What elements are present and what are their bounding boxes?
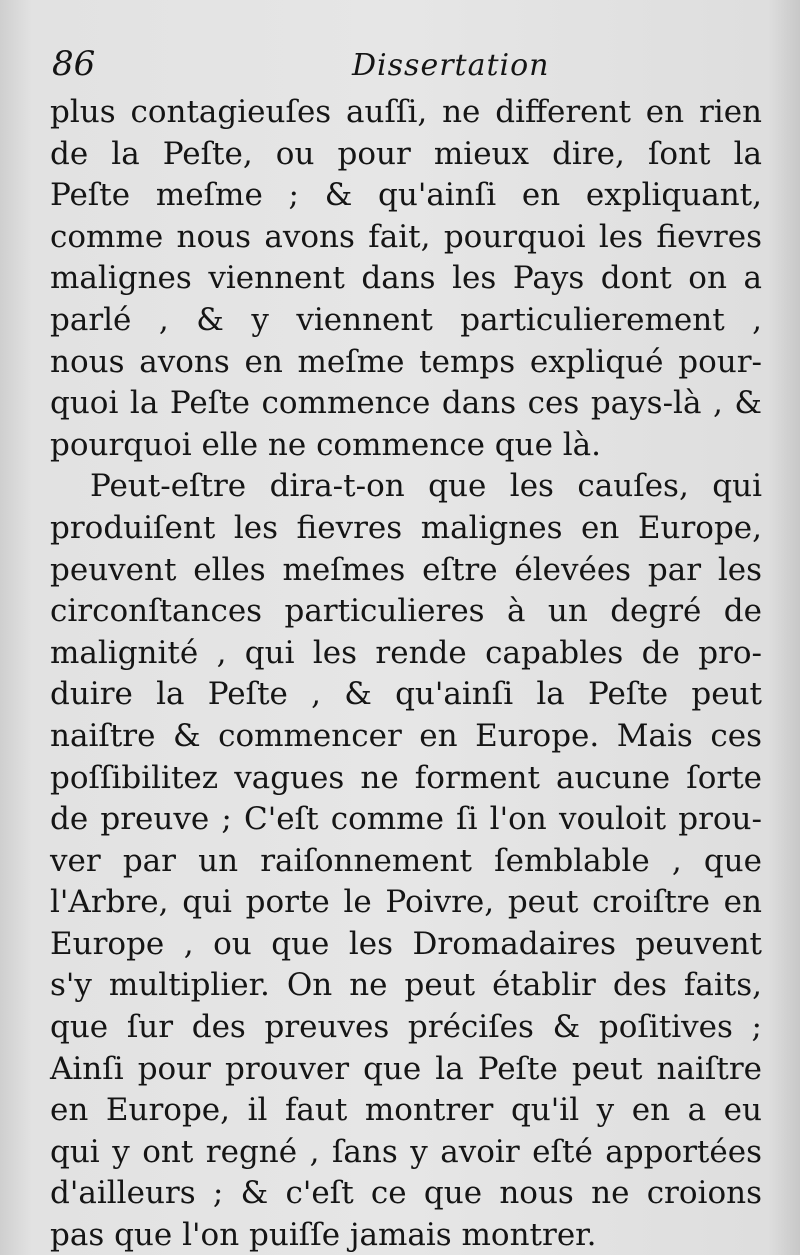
text-line: quoi la Peſte commence dans ces pays-là , &	[50, 385, 762, 422]
page-number: 86	[52, 44, 96, 84]
text-line: circonſtances particulieres à un degré de	[50, 593, 762, 630]
paragraph-end-line: pourquoi elle ne commence que là.	[50, 426, 602, 463]
text-line: Europe , ou que les Dromadaires peuvent	[50, 925, 762, 962]
text-line: de preuve ; C'eſt comme ſi l'on vouloit prou-	[50, 801, 762, 838]
text-line: peuvent elles meſmes eſtre élevées par les	[50, 551, 762, 588]
text-line: malignes viennent dans les Pays dont on a	[50, 260, 762, 297]
text-line: de la Peſte, ou pour mieux dire, ſont la	[50, 135, 762, 172]
text-line: plus contagieuſes auſſi, ne different en rien	[50, 94, 762, 130]
running-title: Dissertation	[352, 48, 550, 83]
paragraph-start-line: Peut-eſtre dira-t-on que les cauſes, qui	[90, 468, 762, 505]
text-line: malignité , qui les rende capables de pro-	[50, 634, 762, 671]
body-text	[50, 92, 762, 1255]
text-line: nous avons en meſme temps expliqué pour-	[50, 343, 762, 380]
text-line: qui y ont regné , ſans y avoir eſté apportées	[50, 1133, 762, 1170]
text-line: naiſtre & commencer en Europe. Mais ces	[50, 717, 762, 754]
text-line: que ſur des preuves préciſes & poſitives ;	[50, 1009, 762, 1046]
text-line: comme nous avons fait, pourquoi les fievres	[50, 218, 762, 255]
text-line: poſſibilitez vagues ne forment aucune ſorte	[50, 759, 762, 796]
text-line: duire la Peſte , & qu'ainſi la Peſte peut	[50, 676, 762, 713]
text-line: s'y multiplier. On ne peut établir des faits,	[50, 967, 762, 1004]
text-line: ver par un raiſonnement ſemblable , que	[50, 842, 762, 879]
text-line: d'ailleurs ; & c'eſt ce que nous ne croions	[50, 1175, 762, 1212]
text-line: en Europe, il faut montrer qu'il y en a eu	[50, 1092, 762, 1129]
paragraph-end-line: pas que l'on puiſſe jamais montrer.	[50, 1217, 597, 1254]
page-header	[52, 44, 760, 94]
text-line: Ainſi pour prouver que la Peſte peut naiſtre	[50, 1050, 762, 1087]
text-line: l'Arbre, qui porte le Poivre, peut croiſtre en	[50, 884, 762, 921]
text-line: produiſent les fievres malignes en Europe,	[50, 509, 762, 546]
text-line: parlé , & y viennent particulierement ,	[50, 301, 762, 338]
text-line: Peſte meſme ; & qu'ainſi en expliquant,	[50, 177, 762, 214]
